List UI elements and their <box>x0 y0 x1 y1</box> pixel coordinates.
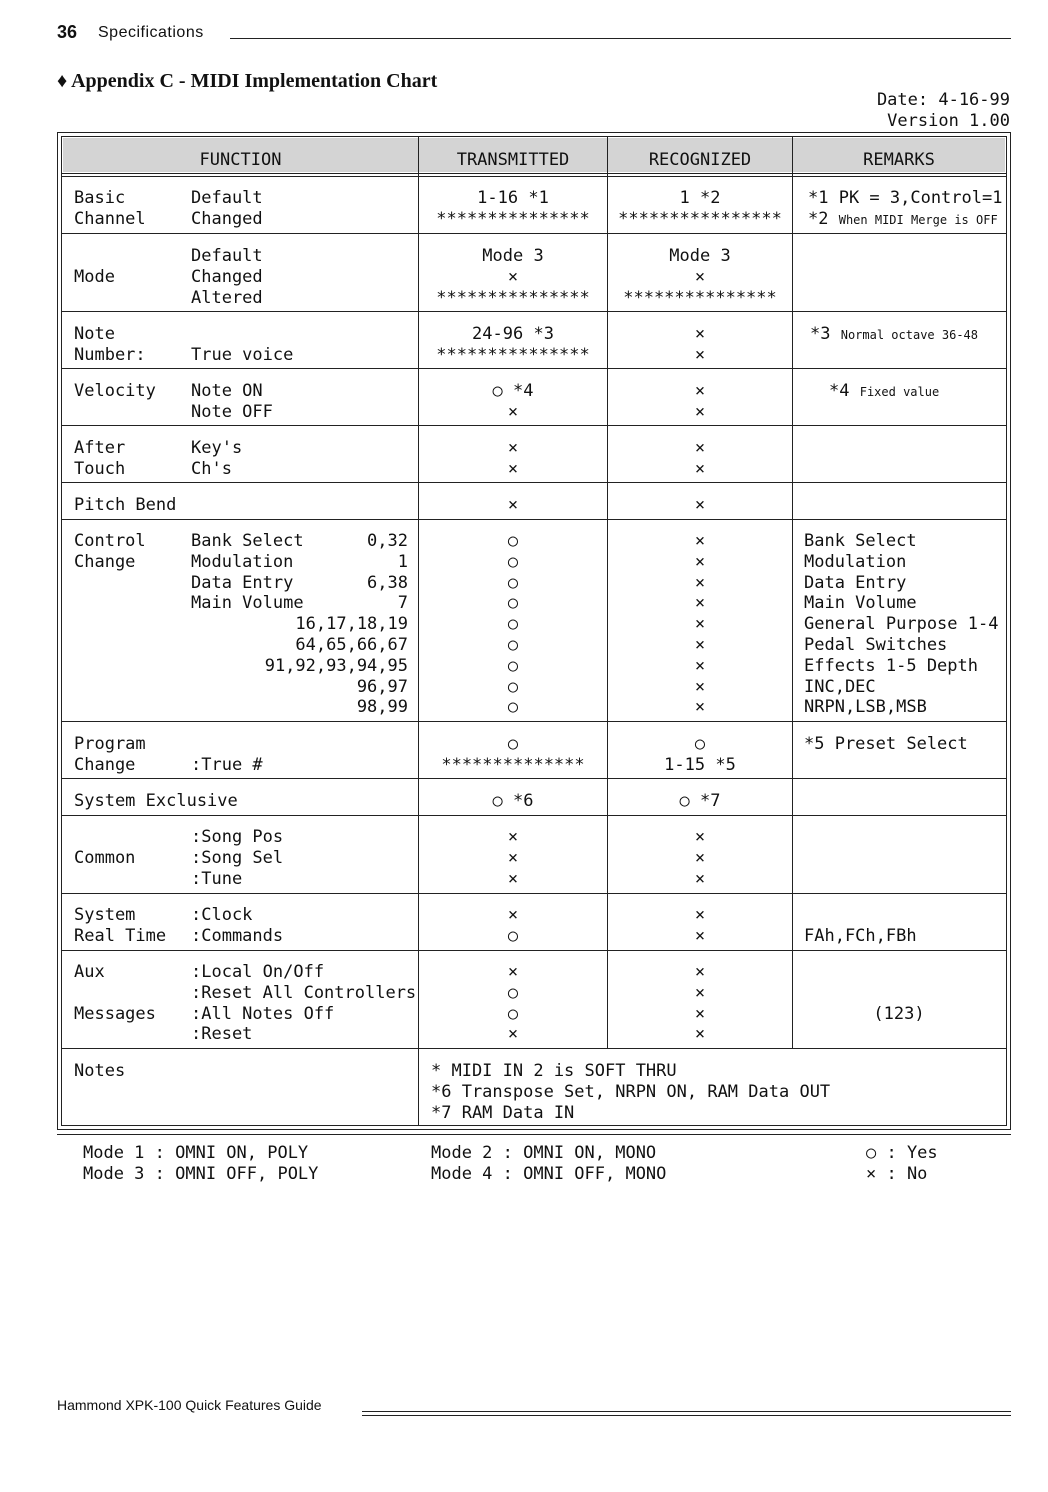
column-header-transmitted: TRANSMITTED <box>456 150 570 170</box>
row-system-exclusive-recognized: ○ *7 <box>679 791 721 811</box>
row-program-change-sub: :True # <box>191 754 263 775</box>
row-divider <box>61 815 1007 816</box>
row-note-number-recognized: × × <box>694 324 706 365</box>
remark-note: Fixed value <box>859 385 940 399</box>
row-note-number-sub: True voice <box>191 344 294 365</box>
row-control-change-numbers: 0,32 1 6,38 7 16,17,18,19 64,65,66,67 91,92,93,94,95 96,97 98,99 <box>264 531 408 718</box>
page-number: 36 <box>57 22 78 42</box>
row-divider <box>61 173 1007 174</box>
row-velocity-recognized: × × <box>694 381 706 422</box>
legend-no: × : No <box>866 1163 928 1184</box>
legend-mode3: Mode 3 : OMNI OFF, POLY <box>83 1163 319 1184</box>
row-aux-messages-transmitted: × ○ ○ × <box>507 962 519 1045</box>
column-divider <box>418 1048 419 1126</box>
remark-note: Normal octave 36-48 <box>840 328 979 342</box>
row-note-number-function: Note Number: <box>74 324 146 365</box>
row-system-exclusive-function: System Exclusive <box>74 791 238 811</box>
row-divider <box>61 233 1007 234</box>
row-divider <box>61 1048 1007 1049</box>
header-rule <box>230 38 1011 39</box>
row-control-change-recognized: × × × × × × × × × <box>694 531 706 718</box>
row-program-change-function: Program Change <box>74 734 146 775</box>
remark-star: *3 <box>810 324 831 344</box>
row-control-change-remarks: Bank Select Modulation Data Entry Main Volume General Purpose 1-4 Pedal Switches Effects 1-5 Depth INC,DEC NRPN,LSB,MSB <box>804 531 999 718</box>
remark-star: *2 <box>808 208 829 229</box>
legend-yes: ○ : Yes <box>866 1143 938 1163</box>
row-divider <box>61 778 1007 779</box>
footer-rule-thin <box>362 1415 1011 1416</box>
table-bottom-rule <box>57 1134 1011 1135</box>
row-control-change-transmitted: ○ ○ ○ ○ ○ ○ ○ ○ ○ <box>507 531 519 718</box>
row-control-change-function: Control Change <box>74 531 146 572</box>
row-divider <box>61 176 1007 177</box>
footer-rule <box>362 1411 1011 1412</box>
row-note-number-remarks <box>810 324 978 346</box>
row-velocity-transmitted: ○ *4 × <box>492 381 534 422</box>
date-text: Date: 4-16-99 <box>876 90 1010 110</box>
legend-mode2: Mode 2 : OMNI ON, MONO <box>431 1143 657 1163</box>
legend-mode1: Mode 1 : OMNI ON, POLY <box>83 1143 309 1163</box>
footer-text: Hammond XPK-100 Quick Features Guide <box>57 1397 322 1413</box>
row-pitch-bend-transmitted: × <box>507 495 519 515</box>
row-system-real-time-remarks: FAh,FCh,FBh <box>804 925 917 946</box>
legend-modes-right <box>431 1143 666 1185</box>
remark-star: *4 <box>829 381 850 401</box>
row-divider <box>61 721 1007 722</box>
legend-symbols <box>866 1143 938 1185</box>
version-text: Version 1.00 <box>887 111 1010 131</box>
row-basic-channel-recognized: 1 *2 **************** <box>618 188 782 229</box>
row-aux-messages-function: Aux Messages <box>74 962 156 1024</box>
row-pitch-bend-function: Pitch Bend <box>74 495 177 515</box>
row-velocity-remarks <box>829 381 939 403</box>
row-aux-messages-sub: :Local On/Off :Reset All Controllers :All Notes Off :Reset <box>191 962 417 1045</box>
row-control-change-sub: Bank Select Modulation Data Entry Main Volume <box>191 531 304 614</box>
row-divider <box>61 368 1007 369</box>
row-system-real-time-transmitted: × ○ <box>507 905 519 946</box>
column-header-recognized: RECOGNIZED <box>648 150 752 170</box>
remark-line <box>808 209 1002 231</box>
row-notes-function: Notes <box>74 1061 126 1081</box>
row-divider <box>61 311 1007 312</box>
legend-modes-left <box>83 1143 318 1185</box>
remark-line: *1 PK = 3,Control=1 <box>808 188 1003 208</box>
row-divider <box>61 519 1007 520</box>
column-header-remarks: REMARKS <box>863 150 935 170</box>
row-program-change-remarks: *5 Preset Select <box>804 734 968 754</box>
row-mode-sub: Default Changed Altered <box>191 246 263 308</box>
row-common-sub: :Song Pos :Song Sel :Tune <box>191 827 284 889</box>
row-basic-channel-remarks <box>808 188 1002 231</box>
row-pitch-bend-recognized: × <box>694 495 706 515</box>
row-common-recognized: × × × <box>694 827 706 889</box>
row-divider <box>61 482 1007 483</box>
row-mode-function: Mode <box>74 266 115 287</box>
row-common-transmitted: × × × <box>507 827 519 889</box>
page-title: ♦ Appendix C - MIDI Implementation Chart <box>57 70 438 92</box>
row-after-touch-sub: Key's Ch's <box>191 438 243 479</box>
row-aux-messages-recognized: × × × × <box>694 962 706 1045</box>
legend-mode4: Mode 4 : OMNI OFF, MONO <box>431 1163 667 1184</box>
row-system-real-time-recognized: × × <box>694 905 706 946</box>
row-system-exclusive-transmitted: ○ *6 <box>492 791 534 811</box>
row-system-real-time-sub: :Clock :Commands <box>191 905 284 946</box>
row-mode-transmitted: Mode 3 × *************** <box>436 246 590 308</box>
date-version <box>877 90 1010 132</box>
row-program-change-transmitted: ○ ************** <box>441 734 585 775</box>
column-divider <box>792 136 793 1048</box>
row-after-touch-transmitted: × × <box>507 438 519 479</box>
row-note-number-transmitted: 24-96 *3 *************** <box>436 324 590 365</box>
row-mode-recognized: Mode 3 × *************** <box>623 246 777 308</box>
section-title: Specifications <box>98 24 204 41</box>
row-divider <box>61 950 1007 951</box>
row-aux-messages-remarks: (123) <box>873 1003 925 1024</box>
remark-note: When MIDI Merge is OFF <box>838 212 998 227</box>
row-basic-channel-transmitted: 1-16 *1 *************** <box>436 188 590 229</box>
row-system-real-time-function: System Real Time <box>74 905 167 946</box>
row-divider <box>61 893 1007 894</box>
column-header-function: FUNCTION <box>199 150 282 170</box>
row-basic-channel-function: Basic Channel <box>74 188 146 229</box>
row-divider <box>61 425 1007 426</box>
row-after-touch-recognized: × × <box>694 438 706 479</box>
row-after-touch-function: After Touch <box>74 438 126 479</box>
row-velocity-function: Velocity <box>74 381 156 401</box>
row-program-change-recognized: ○ 1-15 *5 <box>664 734 736 775</box>
row-common-function: Common <box>74 847 136 868</box>
row-velocity-sub: Note ON Note OFF <box>191 381 273 422</box>
row-basic-channel-sub: Default Changed <box>191 188 263 229</box>
row-notes-text: * MIDI IN 2 is SOFT THRU *6 Transpose Set, NRPN ON, RAM Data OUT *7 RAM Data IN <box>431 1061 831 1123</box>
